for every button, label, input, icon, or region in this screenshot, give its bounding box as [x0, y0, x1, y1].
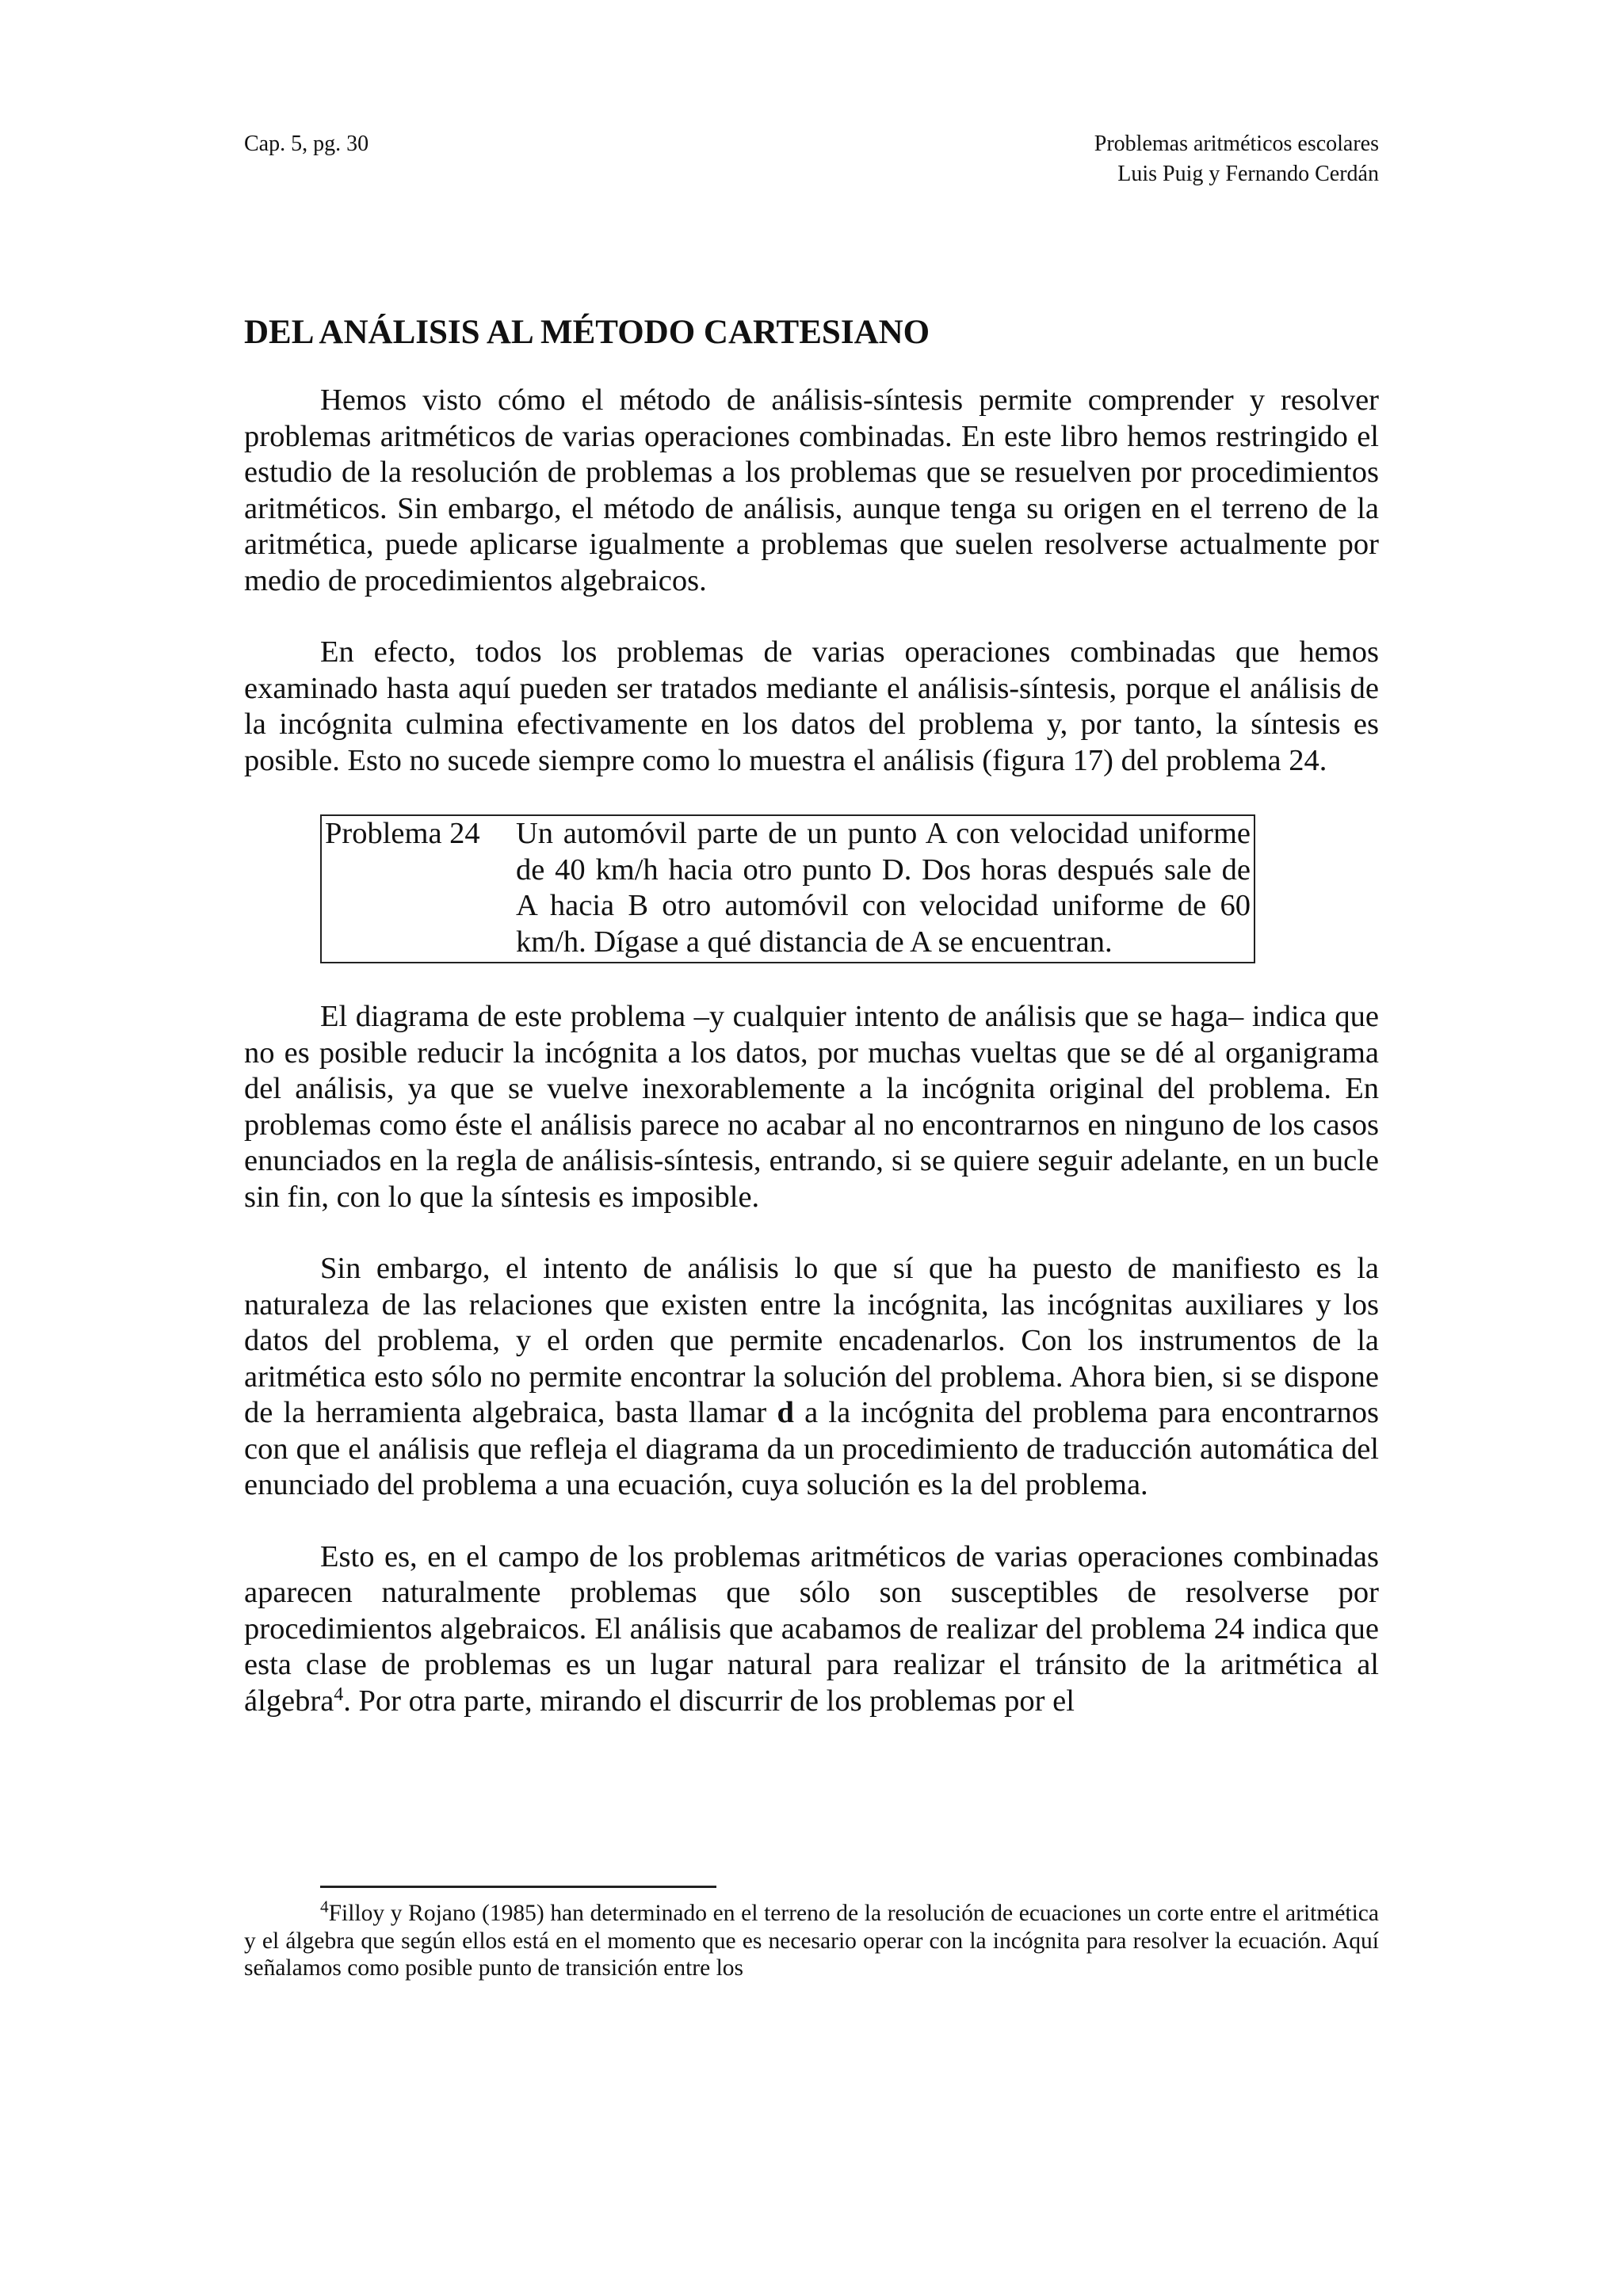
footnote-marker: 4 [320, 1897, 329, 1917]
paragraph-5-text-end: . Por otra parte, mirando el discurrir de los problemas por el [343, 1684, 1075, 1718]
paragraph-5 [244, 1539, 1379, 1720]
paragraph-1: Hemos visto cómo el método de análisis-síntesis permite comprender y resolver problemas aritméticos de varias operaciones combinadas. En este libro hemos restringido el estudio de la resolución de problemas a los problemas que se resuelven por procedimientos aritméticos. Sin embargo, el método de análisis, aunque tenga su origen en el terreno de la aritmética, puede aplicarse igualmente a problemas que suelen resolverse actualmente por medio de procedimientos algebraicos. [244, 383, 1379, 597]
footnote [244, 1897, 1379, 1982]
section-title: DEL ANÁLISIS AL MÉTODO CARTESIANO [244, 314, 930, 351]
running-header-authors: Luis Puig y Fernando Cerdán [1117, 162, 1379, 186]
paragraph-4-text-start: Sin embargo, el intento de análisis lo que sí que ha puesto de manifiesto es la naturaleza de las relaciones que existen entre la incógnita, las incógnitas auxiliares y los datos del problema, y el orden que permite encadenarlos. Con los instrumentos de la aritmética esto sólo no permite encontrar la solución del problema. Ahora bien, si se dispone de la herramienta algebraica, basta llamar [244, 1252, 1379, 1429]
problem-box [320, 814, 1255, 963]
body-text [244, 383, 1379, 1755]
problem-label: Problema 24 [325, 817, 480, 850]
paragraph-3: El diagrama de este problema –y cualquier intento de análisis que se haga– indica que no es posible reducir la incógnita a los datos, por muchas vueltas que se dé al organigrama del análisis, ya que se vuelve inexorablemente a la incógnita original del problema. En problemas como éste el análisis parece no acabar al no encontrarnos en ninguno de los casos enunciados en la regla de análisis-síntesis, entrando, si se quiere seguir adelante, en un bucle sin fin, con lo que la síntesis es imposible. [244, 1000, 1379, 1214]
running-header-left: Cap. 5, pg. 30 [244, 132, 369, 156]
paragraph-4 [244, 1251, 1379, 1504]
variable-d: d [777, 1396, 794, 1429]
running-header-book-title: Problemas aritméticos escolares [1094, 132, 1379, 156]
paragraph-2: En efecto, todos los problemas de varias operaciones combinadas que hemos examinado hasta aquí pueden ser tratados mediante el análisis-síntesis, porque el análisis de la incógnita culmina efectivamente en los datos del problema y, por tanto, la síntesis es posible. Esto no sucede siempre como lo muestra el análisis (figura 17) del problema 24. [244, 635, 1379, 777]
problem-statement: Un automóvil parte de un punto A con velocidad uniforme de 40 km/h hacia otro punto D. Dos horas después sale de A hacia B otro automóvil con velocidad uniforme de 60 km/h. Dígase a qué distancia de A se encuentran. [516, 817, 1251, 959]
footnote-text: Filloy y Rojano (1985) han determinado en el terreno de la resolución de ecuaciones un corte entre el aritmética y el álgebra que según ellos está en el momento que es necesario operar con la incógnita para resolver la ecuación. Aquí señalamos como posible punto de transición entre los [244, 1901, 1379, 1981]
footnote-reference: 4 [334, 1684, 344, 1705]
paragraph-4-text-end: a la incógnita del problema para encontrarnos con que el análisis que refleja el diagrama da un procedimiento de traducción automática del enunciado del problema a una ecuación, cuya solución es la del problema. [244, 1396, 1379, 1501]
running-header-right [1094, 129, 1379, 189]
footnote-separator [320, 1886, 716, 1888]
paragraph-5-text-start: Esto es, en el campo de los problemas aritméticos de varias operaciones combinadas aparecen naturalmente problemas que sólo son susceptibles de resolverse por procedimientos algebraicos. El análisis que acabamos de realizar del problema 24 indica que esta clase de problemas es un lugar natural para realizar el tránsito de la aritmética al álgebra [244, 1539, 1379, 1718]
